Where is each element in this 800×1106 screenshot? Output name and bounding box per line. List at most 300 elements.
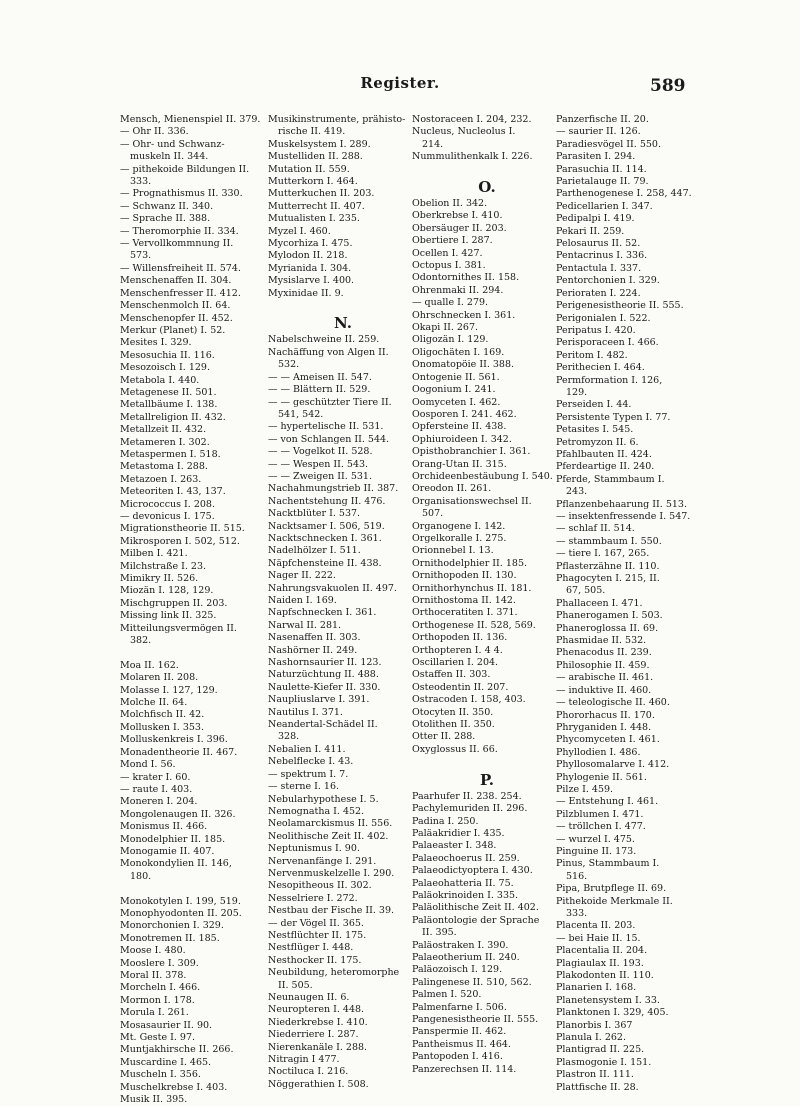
index-entry: Mesozoisch I. 129. [120,362,210,374]
index-entry: Monadentheorie II. 467. [120,746,238,758]
index-entry: Neandertal-Schädel II. [268,719,378,731]
index-entry: Perithecien I. 464. [556,362,645,374]
index-entry-continuation: 333. [566,908,588,919]
index-entry: Pedicellarien I. 347. [556,200,653,212]
index-entry: Neolithische Zeit II. 402. [268,830,389,842]
index-entry: Metameren I. 302. [120,436,210,448]
index-entry: — — Zweigen II. 531. [268,470,372,482]
index-entry: Morcheln I. 466. [120,982,201,994]
index-entry: Nacktschnecken I. 361. [268,532,382,544]
index-entry: Palaeotherium II. 240. [412,951,520,963]
index-entry: Merkur (Planet) I. 52. [120,324,226,336]
index-entry: Nashornsaurier II. 123. [268,657,382,669]
index-entry: Phagocyten I. 215, II. [556,573,660,585]
index-entry-continuation: rische II. 419. [278,126,346,138]
index-entry: Naupliuslarve I. 391. [268,694,370,706]
index-entry: Paläostraken I. 390. [412,939,509,951]
index-column-3 [412,114,562,1075]
index-entry-continuation: II. 395. [422,927,457,939]
index-entry: Organisationswechsel II. [412,495,532,507]
index-entry: Meteoriten I. 43, 137. [120,486,226,498]
index-entry-continuation: 180. [130,870,152,882]
index-entry: Metaspermen I. 518. [120,448,221,460]
index-entry: — insektenfressende I. 547. [556,511,691,522]
spacer [412,756,562,768]
index-entry: Muskelsystem I. 289. [268,138,371,150]
index-entry: Palingenese II. 510, 562. [412,976,532,988]
index-entry: Orionnebel I. 13. [412,545,494,557]
index-entry: Oligozän I. 129. [412,334,489,346]
index-entry: Pedipalpi I. 419. [556,213,635,225]
index-entry: Mimikry II. 526. [120,573,199,585]
index-entry: Metastoma I. 288. [120,461,208,473]
index-entry: Oogonium I. 241. [412,384,496,396]
index-entry: Planetensystem I. 33. [556,994,660,1006]
index-entry-continuation: 516. [566,870,588,882]
index-entry: Nachentstehung II. 476. [268,495,386,507]
index-entry: Menschenmolch II. 64. [120,300,231,312]
index-entry: Oreodon II. 261. [412,483,492,495]
index-entry: Peripatus I. 420. [556,324,636,336]
index-entry: — von Schlangen II. 544. [268,433,390,445]
running-title: Register. [360,74,440,92]
index-entry: — tiere I. 167, 265. [556,548,650,560]
index-entry: — Vervollkommnung II. [120,238,234,250]
index-entry: Palaeodictyoptera I. 430. [412,865,533,877]
index-entry: Miozän I. 128, 129. [120,585,214,597]
index-entry: — Ohr- und Schwanz- [120,138,225,150]
index-entry: Nestflüger I. 448. [268,942,354,954]
index-entry: — Theromorphie II. 334. [120,225,239,237]
index-entry: — — Vogelkot II. 528. [268,446,373,458]
index-entry: Mysislarve I. 400. [268,275,355,287]
index-entry: Metazoen I. 263. [120,473,202,485]
index-entry: Ostaffen II. 303. [412,669,491,681]
spacer [120,883,270,895]
index-entry: Niederriere I. 287. [268,1029,359,1041]
index-entry: Moral II. 378. [120,970,187,981]
index-entry: Pinguine II. 173. [556,845,637,857]
index-entry: Phasmidae II. 532. [556,635,647,647]
index-entry: Ornithostoma II. 142. [412,595,516,607]
index-entry: — Entstehung I. 461. [556,796,659,808]
index-entry: Mongolenaugen II. 326. [120,808,236,820]
index-entry: Molasse I. 127, 129. [120,684,218,696]
index-entry: — krater I. 60. [120,771,191,783]
index-entry: Padina I. 250. [412,815,479,827]
index-entry: Parasuchia II. 114. [556,163,647,175]
spacer [412,164,562,176]
index-entry: Plagiaulax II. 193. [556,957,644,969]
index-entry: Mooslere I. 309. [120,957,199,969]
index-entry: Perigonialen I. 522. [556,312,651,324]
index-entry: Nacktblüter I. 537. [268,508,361,520]
index-entry: Pipa, Brutpflege II. 69. [556,883,667,895]
index-entry: Mosasaurier II. 90. [120,1019,213,1031]
index-entry: Nestbau der Fische II. 39. [268,905,395,917]
index-entry: — devonicus I. 175. [120,511,215,522]
index-entry: Phanerogamen I. 503. [556,610,663,622]
index-entry: Oomyceten I. 462. [412,396,501,408]
index-entry: — Sprache II. 388. [120,213,211,225]
index-entry: Ocellen I. 427. [412,247,483,259]
spacer [120,647,270,659]
index-entry: Moose I. 480. [120,945,186,957]
index-entry: Nesopitheous II. 302. [268,880,372,892]
index-entry: Plakodonten II. 110. [556,970,654,982]
index-entry: — — geschützter Tiere II. [268,396,392,408]
index-entry: Monokotylen I. 199, 519. [120,895,241,907]
index-entry: Obersäuger II. 203. [412,222,507,234]
index-entry: Metabola I. 440. [120,374,200,386]
index-entry: Oosporen I. 241. 462. [412,408,517,420]
index-entry: Onomatopöie II. 388. [412,359,515,371]
index-entry: — sterne I. 16. [268,781,340,793]
index-entry: Nesselriere I. 272. [268,892,358,904]
index-entry-continuation: 67, 505. [566,585,606,597]
index-entry: — stammbaum I. 550. [556,535,662,547]
index-entry: — qualle I. 279. [412,297,489,309]
index-entry: Plantigrad II. 225. [556,1044,645,1056]
index-entry: Phylogenie II. 561. [556,771,647,783]
index-entry: Mutterkorn I. 464. [268,176,358,188]
index-entry: Metallreligion II. 432. [120,411,226,423]
section-letter: N. [334,314,352,333]
index-columns [120,114,710,1106]
index-entry: Peritom I. 482. [556,349,628,361]
index-entry: Obertiere I. 287. [412,235,493,247]
index-entry: Petasites I. 545. [556,424,634,436]
index-entry: Orgelkoralle I. 275. [412,532,507,544]
index-entry: Menschenopfer II. 452. [120,312,233,324]
index-entry: Nautilus I. 371. [268,706,343,718]
index-entry: Phaneroglossa II. 69. [556,622,659,634]
index-entry: Paläakridier I. 435. [412,827,505,839]
index-entry: Oligochäten I. 169. [412,346,505,358]
index-entry: Parietalauge II. 79. [556,176,649,188]
index-entry: Monorchonien I. 329. [120,920,224,932]
index-entry: Palmenfarne I. 506. [412,1001,507,1013]
index-entry: Pantheismus II. 464. [412,1038,511,1050]
index-entry: Molaren II. 208. [120,672,199,684]
index-entry: Phyllodien I. 486. [556,746,641,758]
index-entry: Plasmogonie I. 151. [556,1056,652,1068]
index-entry: Menschenaffen II. 304. [120,275,232,287]
index-entry: Pentacrinus I. 336. [556,250,648,262]
index-entry: Mutterkuchen II. 203. [268,188,375,200]
index-entry: — wurzel I. 475. [556,833,635,845]
index-entry: Mesites I. 329. [120,337,192,349]
index-entry: Phycomyceten I. 461. [556,734,660,746]
index-entry: Parasiten I. 294. [556,151,636,163]
index-entry: Phororhacus II. 170. [556,709,655,721]
index-entry: Obelion II. 342. [412,198,488,210]
index-entry-continuation: 129. [566,386,588,398]
index-entry: Pferdeartige II. 240. [556,461,655,473]
page-number: 589 [650,76,686,96]
index-entry: Otter II. 288. [412,731,476,743]
index-entry: Nesthocker II. 175. [268,954,362,966]
index-entry: Nebalien I. 411. [268,743,346,755]
index-entry: Phallaceen I. 471. [556,597,643,609]
index-entry-continuation: 328. [278,731,300,743]
index-entry: Panzerechsen II. 114. [412,1063,517,1075]
index-entry: Paarhufer II. 238. 254. [412,790,522,802]
index-entry: Napfschnecken I. 361. [268,607,377,619]
index-entry: Mesosuchia II. 116. [120,349,215,361]
index-entry: Ontogenie II. 561. [412,371,500,383]
index-entry: Nostoraceen I. 204, 232. [412,114,532,125]
index-entry: Ornithorhynchus II. 181. [412,582,532,594]
index-entry: Palaeohatteria II. 75. [412,877,514,889]
index-entry: — bei Haie II. 15. [556,932,641,944]
index-entry: Planarien I. 168. [556,982,637,994]
index-entry: — arabische II. 461. [556,672,654,684]
index-entry: Paläozoisch I. 129. [412,964,503,976]
index-entry: Panzerfische II. 20. [556,114,649,125]
index-entry: Micrococcus I. 208. [120,498,215,510]
index-entry: Organogene I. 142. [412,520,506,532]
index-entry: Octopus I. 381. [412,260,486,272]
index-entry: — induktive II. 460. [556,684,652,696]
index-entry: Metallbäume I. 138. [120,399,218,411]
index-entry: Plattfische II. 28. [556,1081,639,1093]
index-entry: Paradiesvögel II. 550. [556,138,661,150]
index-entry: Narwal II. 281. [268,619,342,631]
index-entry: Migrationstheorie II. 515. [120,523,245,535]
index-entry: Pantopoden I. 416. [412,1051,503,1063]
index-entry: — tröllchen I. 477. [556,821,646,833]
index-entry: Ostracoden I. 158, 403. [412,694,526,706]
index-entry-continuation: 541, 542. [278,408,324,420]
section-letter: P. [479,770,495,789]
index-entry: Monismus II. 466. [120,821,208,833]
index-entry: Molluskenkreis I. 396. [120,734,228,746]
index-entry: Mutterrecht II. 407. [268,200,365,212]
index-entry: Perigenesistheorie II. 555. [556,300,684,312]
index-entry: Mycorhiza I. 475. [268,238,353,250]
index-entry: Muntjakhirsche II. 266. [120,1044,234,1056]
index-entry: — Ohr II. 336. [120,126,189,138]
index-entry: Ohrenmaki II. 294. [412,284,504,296]
index-entry: Nierenkanäle I. 288. [268,1041,368,1053]
index-entry: Orthopteren I. 4 4. [412,644,503,656]
index-entry: Pfahlbauten II. 424. [556,448,652,460]
index-entry-continuation: 573. [130,250,152,262]
index-entry: Ornithodelphier II. 185. [412,557,528,569]
index-entry: Pflasterzähne II. 110. [556,560,660,572]
index-entry: — hypertelische II. 531. [268,421,384,433]
index-entry: Molche II. 64. [120,697,188,709]
index-entry: Moa II. 162. [120,659,179,671]
section-letter: O. [478,178,496,197]
index-entry: Mond I. 56. [120,759,176,771]
index-entry: Myxinidae II. 9. [268,287,344,299]
index-entry: Missing link II. 325. [120,610,217,622]
index-entry: Neolamarckismus II. 556. [268,818,393,830]
index-entry: Menschenfresser II. 412. [120,287,241,299]
index-entry: Mischgruppen II. 203. [120,597,228,609]
index-entry: — — Ameisen II. 547. [268,371,372,383]
index-entry: Odontornithes II. 158. [412,272,520,284]
index-entry: Naturzüchtung II. 488. [268,669,379,681]
index-entry: Nadelhölzer I. 511. [268,545,361,557]
index-entry: Perseiden I. 44. [556,399,632,411]
index-entry: Naulette-Kiefer II. 330. [268,681,381,693]
index-entry: Permformation I. 126, [556,374,663,386]
index-column-4 [556,114,706,1093]
index-entry: Mormon I. 178. [120,994,195,1006]
index-entry: Pithekoide Merkmale II. [556,895,673,907]
index-entry: Neunaugen II. 6. [268,992,350,1004]
index-entry: Pentorchonien I. 329. [556,275,660,287]
index-entry: Planorbis I. 367 [556,1019,633,1031]
index-entry: Oscillarien I. 204. [412,657,499,669]
index-entry: Musik II. 395. [120,1094,188,1106]
index-entry: Paläontologie der Sprache [412,914,540,926]
index-entry: Orthogenese II. 528, 569. [412,619,536,631]
index-entry: Persistente Typen I. 77. [556,411,671,423]
index-entry: Myrianida I. 304. [268,262,352,274]
index-entry: Pangenesistheorie II. 555. [412,1014,539,1025]
index-entry: Pentactula I. 337. [556,262,642,274]
index-entry: Molchfisch II. 42. [120,709,205,721]
index-entry: Oberkrebse I. 410. [412,210,503,222]
index-entry: Okapi II. 267. [412,322,479,334]
index-entry: Nervenanfänge I. 291. [268,855,377,867]
index-entry: — raute I. 403. [120,783,193,795]
index-entry: Mutualisten I. 235. [268,213,360,225]
index-entry: Nashörner II. 249. [268,644,358,656]
index-entry: Opisthobranchier I. 361. [412,446,531,458]
index-entry: Monokondylien II. 146, [120,858,232,870]
index-entry: Orthoceratiten I. 371. [412,607,518,619]
index-entry: Ophiuroideen I. 342. [412,433,512,445]
index-entry: Musikinstrumente, prähisto- [268,114,406,125]
index-entry: Mikrosporen I. 502, 512. [120,535,240,547]
index-entry: Nacktsamer I. 506, 519. [268,520,385,532]
spacer [268,300,418,312]
index-entry: Mustelliden II. 288. [268,151,363,163]
index-entry: Moneren I. 204. [120,796,198,808]
index-entry: Pachylemuriden II. 296. [412,803,528,815]
index-entry: — Schwanz II. 340. [120,200,214,212]
index-entry: Opfersteine II. 438. [412,421,507,433]
index-entry: Neubildung, heteromorphe [268,967,400,979]
index-entry: Myzel I. 460. [268,225,331,237]
index-entry-continuation: muskeln II. 344. [130,151,209,163]
index-entry: Milchstraße I. 23. [120,560,207,572]
index-entry: Muschelkrebse I. 403. [120,1081,228,1093]
index-entry: Pekari II. 259. [556,225,625,237]
index-entry: Phryganiden I. 448. [556,721,652,733]
index-entry: Orchideenbestäubung I. 540. [412,470,553,482]
index-entry: Monotremen II. 185. [120,932,220,944]
index-entry: — schlaf II. 514. [556,523,635,535]
index-entry: Otocyten II. 350. [412,706,494,718]
index-entry: Perioraten I. 224. [556,287,641,299]
index-entry: Panspermie II. 462. [412,1026,507,1038]
index-entry: Palaeaster I. 348. [412,840,497,852]
index-entry: Nachäffung von Algen II. [268,346,389,358]
index-column-1 [120,114,270,1106]
index-entry: Orthopoden II. 136. [412,632,508,644]
index-entry: Neuropteren I. 448. [268,1004,365,1016]
index-entry: Muscheln I. 356. [120,1069,201,1081]
index-entry: Metallzeit II. 432. [120,424,207,436]
index-entry: Monophyodonten II. 205. [120,907,242,919]
index-entry: Pferde, Stammbaum I. [556,473,665,485]
index-entry: — spektrum I. 7. [268,768,349,780]
index-entry: Placentalia II. 204. [556,945,648,957]
index-entry: — teleologische II. 460. [556,697,670,709]
index-entry: Ornithopoden II. 130. [412,570,517,582]
index-entry: Paläolithische Zeit II. 402. [412,902,539,914]
index-entry: Nöggerathien I. 508. [268,1078,369,1090]
index-entry: Nemognatha I. 452. [268,805,365,817]
index-entry: Pilze I. 459. [556,783,614,795]
index-entry: Nachahmungstrieb II. 387. [268,483,399,495]
index-entry: Mylodon II. 218. [268,250,348,262]
index-entry: Parthenogenese I. 258, 447. [556,188,692,200]
index-entry: Otolithen II. 350. [412,719,495,731]
index-entry: Nasenaffen II. 303. [268,632,361,644]
index-entry-continuation: 243. [566,486,588,498]
index-entry: Planula I. 262. [556,1032,626,1044]
index-entry: Petromyzon II. 6. [556,436,639,448]
index-entry: Metagenese II. 501. [120,386,217,398]
index-entry-continuation: II. 505. [278,979,313,991]
index-entry: — saurier II. 126. [556,126,641,138]
index-entry: Plastron II. 111. [556,1069,634,1081]
index-entry: Milben I. 421. [120,548,188,560]
index-entry: — der Vögel II. 365. [268,917,364,929]
index-entry: Mutation II. 559. [268,163,350,175]
index-entry: Pelosaurus II. 52. [556,238,641,250]
index-entry: Orang-Utan II. 315. [412,458,507,470]
index-entry: Nahrungsvakuolen II. 497. [268,582,397,594]
index-entry: Naiden I. 169. [268,595,337,607]
index-entry: Nitragin I 477. [268,1054,340,1066]
index-entry: — Willensfreiheit II. 574. [120,262,241,274]
index-entry: Monogamie II. 407. [120,845,215,857]
index-entry: Mitteilungsvermögen II. [120,622,237,634]
index-entry: Phenacodus II. 239. [556,647,652,659]
index-entry: — — Blättern II. 529. [268,384,371,396]
index-entry: Nabelschweine II. 259. [268,334,380,346]
index-entry: Näpfchensteine II. 438. [268,557,382,569]
index-entry: Mollusken I. 353. [120,721,204,733]
index-entry: Paläokrinoiden I. 335. [412,889,519,901]
index-entry: Neptunismus I. 90. [268,843,360,855]
index-entry: Nucleus, Nucleolus I. [412,126,516,138]
index-entry: Nebelflecke I. 43. [268,756,354,768]
index-entry: Pilzblumen I. 471. [556,808,644,820]
index-entry: — — Wespen II. 543. [268,458,369,470]
index-entry: Ohrschnecken I. 361. [412,309,516,321]
index-entry: Pflanzenbehaarung II. 513. [556,498,687,510]
index-column-2 [268,114,418,1090]
index-entry: Noctiluca I. 216. [268,1066,349,1078]
index-entry: — pithekoide Bildungen II. [120,163,250,175]
index-entry: Osteodentin II. 207. [412,681,509,693]
index-entry: Pinus, Stammbaum I. [556,858,660,870]
index-entry-continuation: 333. [130,176,152,188]
index-entry: Perisporaceen I. 466. [556,337,659,349]
index-entry: — Prognathismus II. 330. [120,188,243,200]
index-entry: Nummulithenkalk I. 226. [412,151,533,163]
index-entry: Phyllosomalarve I. 412. [556,759,670,771]
